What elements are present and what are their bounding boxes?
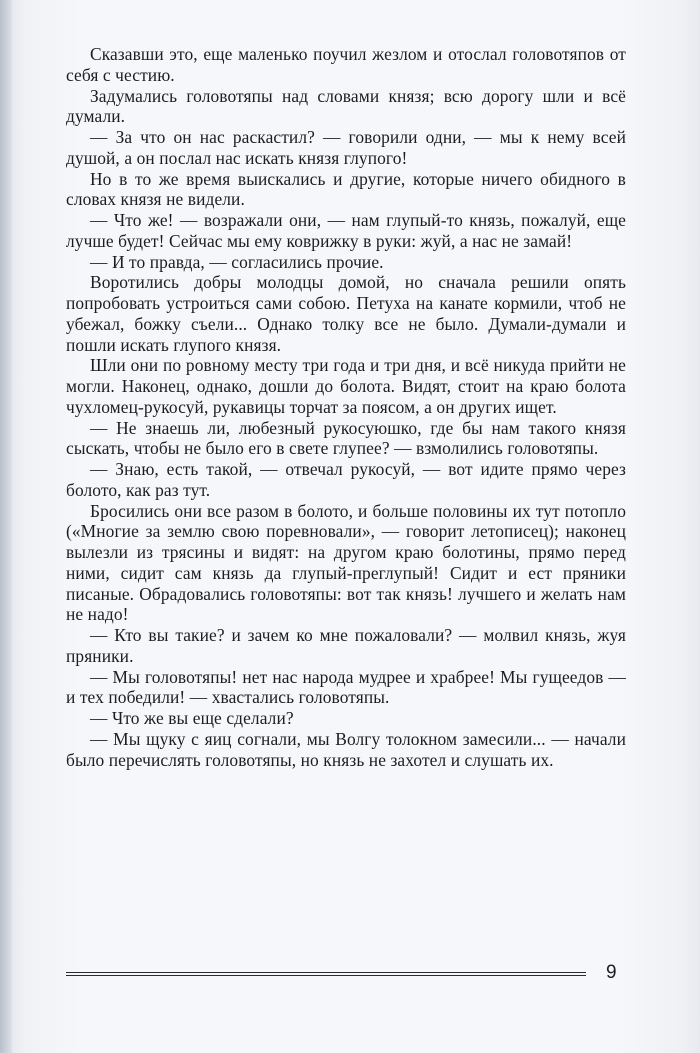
paragraph: Задумались головотяпы над словами князя; всю дорогу шли и всё думали. <box>66 85 626 127</box>
paragraph: — И то правда, — согласились прочие. <box>90 251 384 272</box>
body-text <box>66 44 626 770</box>
paragraph: — Не знаешь ли, любезный рукосуюшко, где бы нам такого князя сыскать, чтобы не было его в свете глупее? — взмолились головотяпы. <box>66 417 626 459</box>
paragraph: — Что же! — возражали они, — нам глупый-то князь, пожалуй, еще лучше будет! Сейчас мы ему коврижку в руки: жуй, а нас не замай! <box>66 210 626 251</box>
paragraph: — Что же вы еще сделали? <box>90 708 294 728</box>
paragraph: — За что он нас раскастил? — говорили одни, — мы к нему всей душой, а он послал нас искать князя глупого! <box>66 127 626 168</box>
paragraph: — Знаю, есть такой, — отвечал рукосуй, — вот идите прямо через болото, как раз тут. <box>66 459 626 500</box>
paragraph: — Мы головотяпы! нет нас народа мудрее и храбрее! Мы гущеедов — и тех победили! — хвастались головотяпы. <box>66 666 626 708</box>
paragraph: Шли они по ровному месту три года и три дня, и всё никуда прийти не могли. Наконец, однако, дошли до болота. Видят, стоит на краю болота чухломец-рукосуй, рукавицы торчат за поясом, а он других ищет. <box>66 355 626 417</box>
paragraph: Сказавши это, еще маленько поучил жезлом и отослал головотяпов от себя с честию. <box>66 44 626 85</box>
paragraph: — Мы щуку с яиц согнали, мы Волгу толокном замесили... — начали было перечислять головотяпы, но князь не захотел и слушать их. <box>66 728 626 770</box>
book-spine-shadow <box>0 0 12 1053</box>
page-number: 9 <box>606 962 617 983</box>
footer-rule <box>66 972 586 976</box>
paragraph: — Кто вы такие? и зачем ко мне пожаловали? — молвил князь, жуя пряники. <box>66 625 626 666</box>
paragraph: Воротились добры молодцы домой, но сначала решили опять попробовать устроиться сами собою. Петуха на канате кормили, чтоб не убежал, божку съели... Однако толку все не было. Думали-думали и пошли искать глупого князя. <box>66 272 626 355</box>
paragraph: Бросились они все разом в болото, и больше половины их тут потопло («Многие за землю свою поревновали», — говорит летописец); наконец вылезли из трясины и видят: на другом краю болотины, прямо перед ними, сидит сам князь да глупый-преглупый! Сидит и ест пряники писаные. Обрадовались головотяпы: вот так князь! лучшего и желать нам не надо! <box>66 500 626 625</box>
paragraph: Но в то же время выискались и другие, которые ничего обидного в словах князя не видели. <box>66 168 626 210</box>
